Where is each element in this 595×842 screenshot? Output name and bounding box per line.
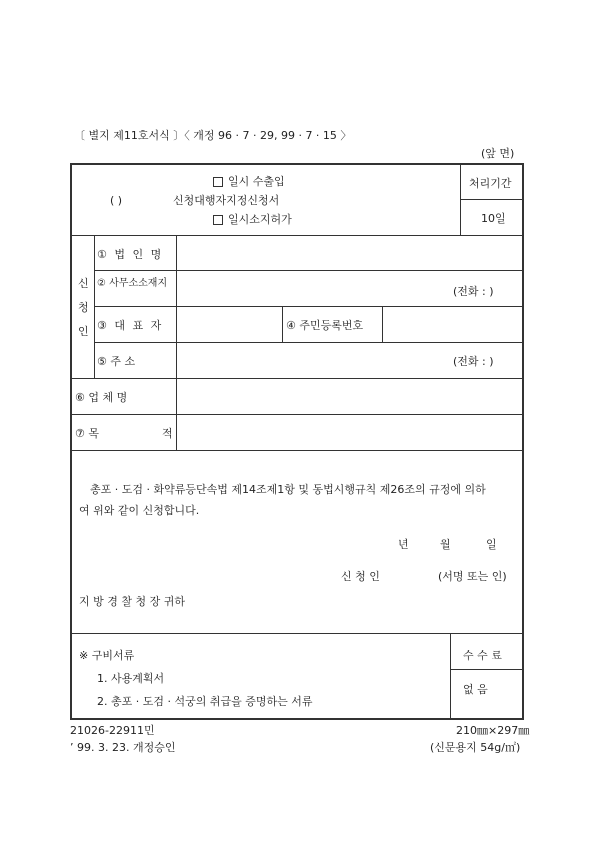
resident-number-label: ④ 주민등록번호	[286, 319, 364, 332]
fee-value: 없 음	[463, 683, 488, 696]
applicant-label-char-1: 신	[78, 277, 89, 290]
applicant-label-char-2: 청	[78, 301, 89, 314]
fee-mid-line	[450, 669, 522, 670]
representative-field[interactable]	[178, 307, 281, 341]
resident-number-field[interactable]	[384, 307, 520, 341]
business-name-field[interactable]	[178, 379, 520, 413]
form-left-border	[70, 163, 72, 720]
date-day-label: 일	[486, 538, 497, 551]
date-year-label: 년	[398, 538, 409, 551]
rep-id-divider-2	[382, 306, 383, 342]
address-phone: (전화 : )	[453, 355, 494, 368]
applicant-label-char-3: 인	[78, 325, 89, 338]
required-document-1: 1. 사용계획서	[97, 672, 165, 685]
date-month-label: 월	[440, 538, 451, 551]
title-paren: ( )	[110, 194, 123, 207]
purpose-label: ⑦ 목	[75, 427, 99, 440]
checkbox-temporary-possession[interactable]	[213, 215, 223, 225]
checkbox-export-import[interactable]	[213, 177, 223, 187]
processing-mid-line	[460, 199, 522, 200]
required-documents-title: ※ 구비서류	[79, 649, 135, 662]
form-title: 신청대행자지정신청서	[173, 194, 280, 207]
required-document-2: 2. 총포 · 도검 · 석궁의 취급을 증명하는 서류	[97, 695, 313, 708]
processing-period-label: 처리기간	[469, 177, 512, 190]
processing-period-value: 10일	[481, 212, 506, 225]
form-right-border	[522, 163, 524, 720]
purpose-bottom-line	[70, 450, 522, 451]
corporation-name-field[interactable]	[178, 236, 520, 269]
form-code: 21026-22911민	[70, 724, 155, 737]
applicant-sign-label: 신 청 인	[341, 570, 380, 583]
purpose-field[interactable]	[178, 415, 520, 449]
fee-label: 수 수 료	[463, 649, 502, 662]
form-bottom-border	[70, 718, 524, 720]
rep-id-divider-1	[282, 306, 283, 342]
form-reference: 〔 별지 제11호서식 〕〈 개정 96 · 7 · 29, 99 · 7 · 15 〉	[74, 129, 352, 142]
approval-date: ’ 99. 3. 23. 개정승인	[70, 741, 176, 754]
declaration-line-1: 총포 · 도검 · 화약류등단속법 제14조제1항 및 동법시행규칙 제26조의 규정에 의하	[90, 483, 486, 496]
checkbox-export-import-label: 일시 수출입	[228, 175, 285, 188]
office-phone: (전화 : )	[453, 285, 494, 298]
representative-label: ③ 대 표 자	[97, 319, 164, 332]
purpose-label-end: 적	[162, 427, 173, 440]
fee-divider	[450, 633, 451, 718]
business-name-label: ⑥ 업 체 명	[75, 391, 128, 404]
addressee: 지 방 경 찰 청 장 귀하	[79, 595, 185, 608]
office-address-label: ② 사무소소재지	[97, 278, 168, 289]
checkbox-temporary-possession-label: 일시소지허가	[228, 213, 292, 226]
address-label: ⑤ 주 소	[97, 355, 136, 368]
corporation-name-label: ① 법 인 명	[97, 248, 164, 261]
page-side-label: (앞 면)	[481, 147, 515, 160]
declaration-line-2: 여 위와 같이 신청합니다.	[79, 504, 200, 517]
paper-type: (신문용지 54g/㎡)	[430, 741, 521, 754]
paper-size: 210㎜×297㎜	[456, 724, 530, 737]
documents-top-line	[70, 633, 522, 634]
form-top-border	[70, 163, 524, 165]
signature-or-seal[interactable]: (서명 또는 인)	[438, 570, 507, 583]
